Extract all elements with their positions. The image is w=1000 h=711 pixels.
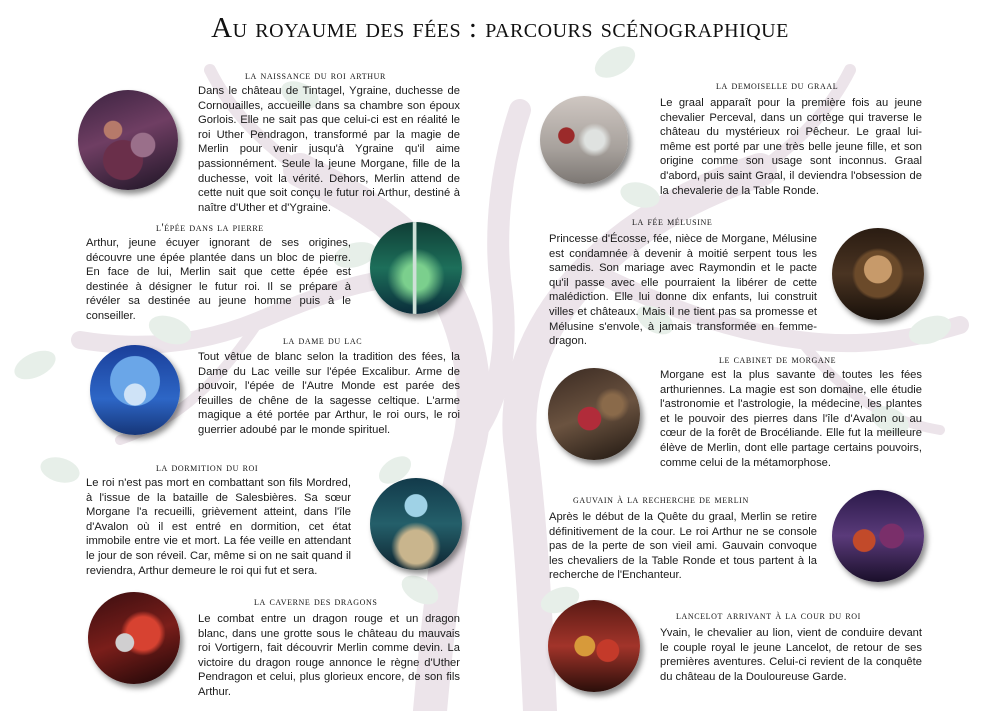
section-text-dame-lac: Tout vêtue de blanc selon la tradition des fées, la Dame du Lac veille sur l'épée Excalibur. Arme de pouvoir, l'épée de l'Autre Monde est parée des feuilles de chêne de la sagesse celtique. L'arme magique a été portée par Arthur, le roi ours, le roi guerrier adoubé par le monde spirituel. [198, 351, 460, 436]
section-title-epee-pierre: l'épée dans la pierre [156, 220, 264, 234]
photo-melusine-statue [832, 228, 924, 320]
section-title-caverne-dragons: la caverne des dragons [254, 594, 378, 608]
section-title-naissance-arthur: la naissance du roi arthur [245, 68, 386, 82]
photo-sleeping-king [370, 478, 462, 570]
section-title-dormition-roi: la dormition du roi [156, 460, 259, 474]
section-text-naissance-arthur: Dans le château de Tintagel, Ygraine, duchesse de Cornouailles, accueille dans sa chambre son époux Gorlois. Elle ne sait pas que celui-ci est en réalité le roi Uther Pendragon, transformé par la magie de Merlin pour venir jusqu'à Ygraine qu'il aime passionnément. Seule la jeune Morgane, fille de la duchesse, voit la vérité. Dehors, Merlin attend de cette nuit que soit conçu le futur roi Arthur, destiné à naître d'Uther et d'Ygraine. [198, 85, 460, 214]
section-text-gauvain-merlin: Après le début de la Quête du graal, Merlin se retire définitivement de la cour. Le roi Arthur ne se console pas de la perte de son vieil ami. Gauvain convoque les chevaliers de la Table Ronde et tous partent à la recherche de l'Enchanteur. [549, 511, 817, 582]
section-text-lancelot-cour: Yvain, le chevalier au lion, vient de conduire devant le couple royal le jeune Lancelot, de retour de ses premières aventures. Celui-ci revient de la conquête du château de la Douloureuse Garde. [660, 627, 922, 683]
photo-blue-lady-mannequin [90, 345, 180, 435]
photo-dragons-cave [88, 592, 180, 684]
section-title-fee-melusine: la fée mélusine [632, 214, 713, 228]
photo-morgane-cabinet [548, 368, 640, 460]
section-text-caverne-dragons: Le combat entre un dragon rouge et un dragon blanc, dans une grotte sous le château du mauvais roi Vortigern, fait découvrir Merlin comme devin. La victoire du dragon rouge annonce le règne d'Uther Pendragon et celui, plus glorieux encore, de son fils Arthur. [198, 613, 460, 698]
section-title-dame-lac: la dame du lac [283, 333, 363, 347]
photo-figures-in-tapestry-room [78, 90, 178, 190]
section-title-cabinet-morgane: le cabinet de morgane [719, 352, 837, 366]
section-text-fee-melusine: Princesse d'Écosse, fée, nièce de Morgane, Mélusine est condamnée à devenir à moitié serpent tous les samedis. Son mariage avec Raymondin et le pacte qu'il passe avec elle pourraient la libérer de cette malédiction. Elle lui donne dix enfants, lui construit villes et châteaux. Mais il ne tient pas sa promesse et Mélusine s'envole, à jamais transformée en femme-dragon. [549, 233, 817, 348]
section-title-lancelot-cour: lancelot arrivant à la cour du roi [676, 608, 861, 622]
photo-grail-maiden [540, 96, 628, 184]
section-text-epee-pierre: Arthur, jeune écuyer ignorant de ses origines, découvre une épée plantée dans un bloc de pierre. En face de lui, Merlin sait que cette épée est destinée à désigner le futur roi. Il se prépare à révéler sa destinée au jeune homme puis à le conseiller. [86, 237, 351, 322]
page-title: Au royaume des fées : parcours scénographique [211, 12, 789, 44]
section-text-dormition-roi: Le roi n'est pas mort en combattant son fils Mordred, à l'issue de la bataille de Salesbières. Sa sœur Morgane l'a recueilli, grièvement atteint, dans l'île d'Avalon où il est entré en dormition, cet état immobile entre vie et mort. La fée veille en attendant le jour de son réveil. Car, même si on ne sait quand il reviendra, Arthur demeure le roi qui fut et sera. [86, 477, 351, 577]
section-title-gauvain-merlin: gauvain à la recherche de merlin [573, 492, 749, 506]
section-text-demoiselle-graal: Le graal apparaît pour la première fois au jeune chevalier Perceval, dans un cortège qui traverse le château du mystérieux roi Pêcheur. Le graal lui-même est porté par une très belle jeune fille, et son origine comme son usage sont inconnus. Graal d'abord, puis saint Graal, il deviendra l'obsession de la chevalerie de la Table Ronde. [660, 97, 922, 197]
photo-royal-court [548, 600, 640, 692]
section-title-demoiselle-graal: la demoiselle du graal [716, 78, 839, 92]
photo-sword-in-green-forest [370, 222, 462, 314]
section-text-cabinet-morgane: Morgane est la plus savante de toutes les fées arthuriennes. La magie est son domaine, elle étudie l'astronomie et l'astrologie, la médecine, les plantes et le pouvoir des pierres dans l'île d'Avalon ou au cœur de la forêt de Brocéliande. Elle fut la meilleure élève de Merlin, dont elle partage certains pouvoirs, comme celui de la métamorphose. [660, 369, 922, 469]
photo-gauvain-knights [832, 490, 924, 582]
